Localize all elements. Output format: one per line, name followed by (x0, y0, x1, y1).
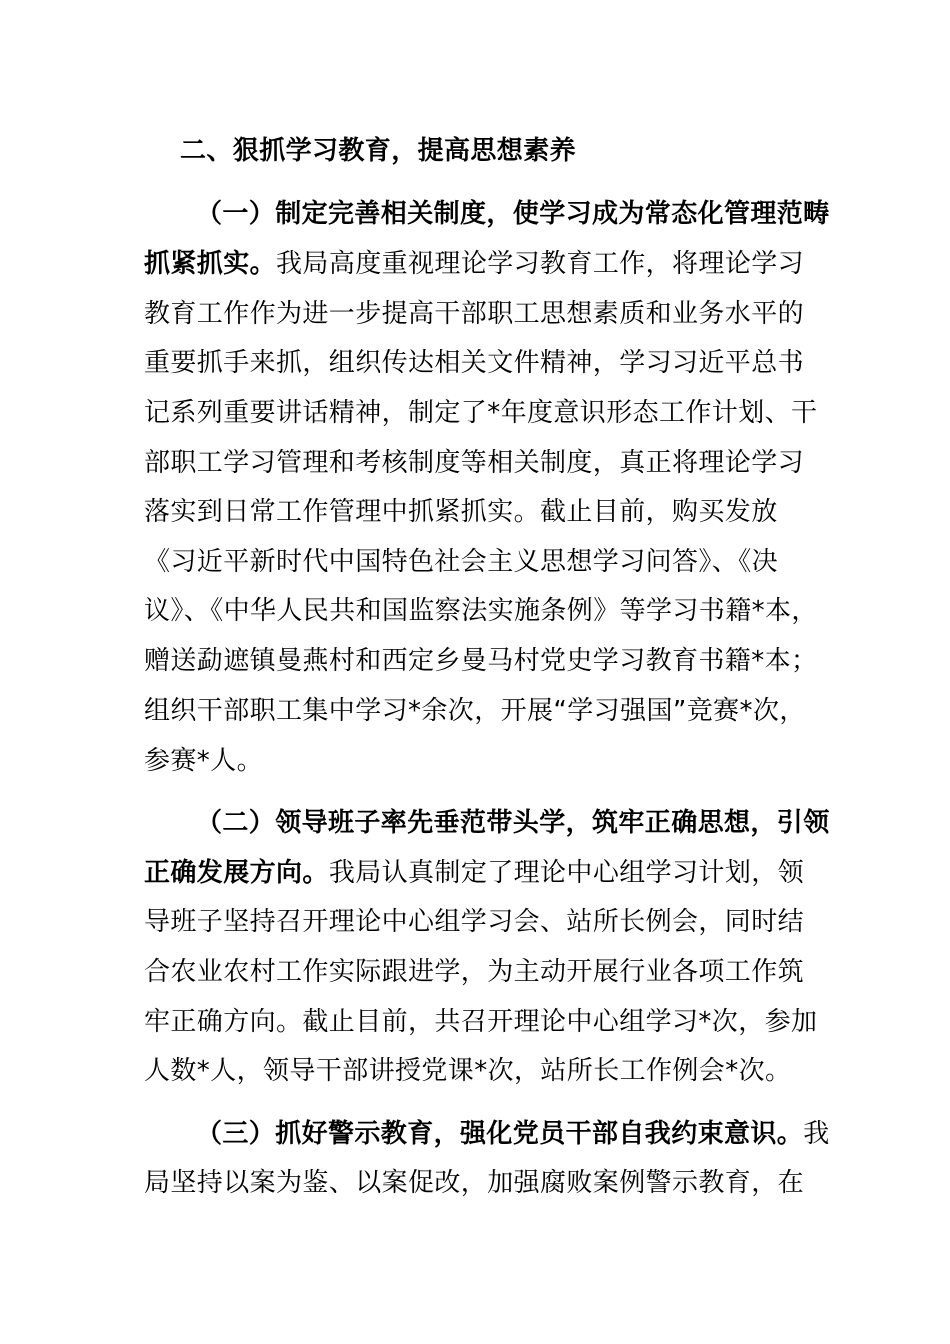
section1-line3: 教育工作作为进一步提高干部职工思想素质和业务水平的 (144, 299, 805, 329)
section2-title-line2: 正确发展方向。 (144, 858, 329, 888)
section1-title-line2: 抓紧抓实。 (144, 249, 277, 279)
section1-line11: 组织干部职工集中学习*余次，开展“学习强国”竞赛*次， (144, 696, 806, 726)
section2-line2 (144, 856, 824, 890)
section3-line1 (196, 1117, 876, 1151)
section-heading: 二、狠抓学习教育，提高思想素养 (180, 136, 577, 166)
section3-title: （三）抓好警示教育，强化党员干部自我约束意识。 (196, 1119, 804, 1149)
section1-line5: 记系列重要讲话精神，制定了*年度意识形态工作计划、干 (144, 398, 818, 428)
section2-line2-text: 我局认真制定了理论中心组学习计划，领 (328, 858, 805, 888)
section1-line2-text: 我局高度重视理论学习教育工作，将理论学习 (276, 249, 805, 279)
section2-line3: 导班子坚持召开理论中心组学习会、站所长例会，同时结 (144, 907, 805, 937)
section2-line5: 牢正确方向。截止目前，共召开理论中心组学习*次，参加 (144, 1007, 818, 1037)
section1-line8: 《习近平新时代中国特色社会主义思想学习问答》、《决 (144, 547, 779, 577)
section2-line6: 人数*人，领导干部讲授党课*次，站所长工作例会*次。 (144, 1056, 792, 1086)
section1-line12: 参赛*人。 (144, 746, 264, 776)
section1-line10: 赠送勐遮镇曼燕村和西定乡曼马村党史学习教育书籍*本； (144, 646, 818, 676)
section1-title-line1: （一）制定完善相关制度，使学习成为常态化管理范畴 (196, 199, 830, 229)
section2-title-line1: （二）领导班子率先垂范带头学，筑牢正确思想，引领 (196, 808, 830, 838)
section1-line9: 议》、《中华人民共和国监察法实施条例》等学习书籍*本， (144, 596, 818, 626)
section1-line4: 重要抓手来抓，组织传达相关文件精神，学习习近平总书 (144, 348, 805, 378)
section3-line2: 局坚持以案为鉴、以案促改，加强腐败案例警示教育，在 (144, 1168, 805, 1198)
section1-line6: 部职工学习管理和考核制度等相关制度，真正将理论学习 (144, 448, 805, 478)
section1-line2 (144, 247, 824, 281)
section1-line7: 落实到日常工作管理中抓紧抓实。截止目前，购买发放 (144, 497, 778, 527)
section2-line4: 合农业农村工作实际跟进学，为主动开展行业各项工作筑 (144, 957, 805, 987)
section3-line1-text: 我 (803, 1119, 830, 1149)
